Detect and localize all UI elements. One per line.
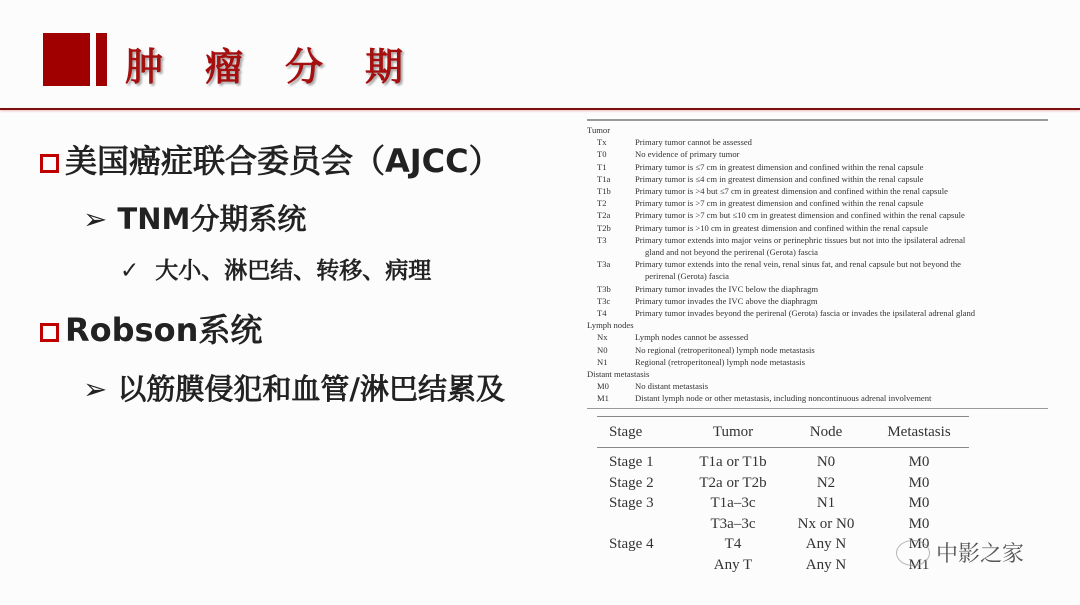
code-cell: N0 <box>597 344 608 355</box>
description-cell: Primary tumor extends into the renal vein, renal sinus fat, and renal capsule but not beyond the <box>635 259 961 270</box>
section-title: Distant metastasis <box>587 369 650 380</box>
table-row <box>587 209 1048 221</box>
table-cell: Any T <box>713 556 753 573</box>
bullet-text: 大小、淋巴结、转移、病理 <box>155 258 432 284</box>
table-cell: M0 <box>908 515 930 532</box>
header-divider <box>0 108 1080 110</box>
code-cell: T1a <box>597 173 611 184</box>
table-row <box>587 283 1048 295</box>
column-header: Metastasis <box>887 424 951 440</box>
table-cell: Any N <box>805 556 847 573</box>
code-cell: T3c <box>597 295 611 306</box>
bullet-text: 美国癌症联合委员会（AJCC） <box>65 142 501 180</box>
table-cell: N2 <box>816 474 836 491</box>
table-cell: Stage 2 <box>609 474 654 491</box>
description-cell: Primary tumor is >7 cm but ≤10 cm in greatest dimension and confined within the renal capsule <box>635 210 965 221</box>
description-cell: Primary tumor invades the IVC above the diaphragm <box>635 295 818 306</box>
table-cell: T1a or T1b <box>699 454 767 470</box>
table-row <box>587 136 1048 148</box>
column-header: Tumor <box>712 424 754 440</box>
bullet-ajcc <box>40 136 501 182</box>
description-cell: Primary tumor extends into major veins or perinephric tissues but not into the ipsilateral adrenal <box>635 234 966 245</box>
square-bullet-icon <box>40 154 59 173</box>
description-cell: Primary tumor is ≤4 cm in greatest dimension and confined within the renal capsule <box>635 173 924 184</box>
description-cell: Primary tumor invades the IVC below the diaphragm <box>635 283 819 294</box>
section-title: Tumor <box>587 125 611 135</box>
table-cell: N1 <box>816 495 836 512</box>
table-row <box>587 295 1048 307</box>
table-cell <box>597 514 683 535</box>
description-continuation: perirenal (Gerota) fascia <box>645 271 729 282</box>
table-row <box>597 493 969 514</box>
description-cell: Lymph nodes cannot be assessed <box>635 332 749 343</box>
code-cell: Nx <box>597 332 608 343</box>
description-cell: No regional (retroperitoneal) lymph node metastasis <box>635 344 815 355</box>
description-cell: Primary tumor invades beyond the perirenal (Gerota) fascia or invades the ipsilateral adrenal gland <box>635 308 976 319</box>
bullet-text: TNM分期系统 <box>117 202 307 236</box>
bullet-robson <box>40 305 262 351</box>
arrow-bullet-icon: ➢ <box>83 202 108 236</box>
table-row <box>597 473 969 494</box>
table-cell: T4 <box>724 536 742 553</box>
table-cell: T2a or T2b <box>699 474 767 491</box>
table-cell: T1a–3c <box>710 495 756 512</box>
table-cell: Any N <box>805 536 847 553</box>
table-row <box>587 380 1048 392</box>
table-row <box>587 331 1048 343</box>
bullet-text: 以筋膜侵犯和血管/淋巴结累及 <box>117 372 506 406</box>
table-row <box>587 185 1048 197</box>
table-row <box>587 392 1048 404</box>
table-row <box>587 222 1048 234</box>
code-cell: T2a <box>597 210 611 221</box>
table-cell <box>597 555 683 576</box>
check-bullet-icon: ✓ <box>120 258 140 284</box>
tnm-definition-table <box>587 119 1048 409</box>
table-cell: T3a–3c <box>710 515 756 532</box>
code-cell: T3b <box>597 283 611 294</box>
code-cell: T3a <box>597 259 611 270</box>
table-row <box>587 197 1048 209</box>
description-cell: Regional (retroperitoneal) lymph node metastasis <box>635 356 805 367</box>
table-row <box>597 514 969 535</box>
table-cell: M0 <box>908 495 930 512</box>
code-cell: T3 <box>597 234 607 245</box>
header-decor-square <box>43 33 90 86</box>
table-row <box>597 452 969 473</box>
table-row <box>587 356 1048 368</box>
description-cell: No evidence of primary tumor <box>635 149 740 160</box>
code-cell: T1 <box>597 161 607 172</box>
code-cell: N1 <box>597 356 608 367</box>
description-cell: No distant metastasis <box>635 381 709 392</box>
bullet-factors <box>120 252 431 285</box>
code-cell: M0 <box>597 381 609 392</box>
wechat-icon <box>896 540 930 566</box>
bullet-robson-detail <box>83 367 505 408</box>
column-header: Stage <box>609 424 643 440</box>
description-cell: Primary tumor is >10 cm in greatest dimension and confined within the renal capsule <box>635 222 928 233</box>
description-continuation: gland and not beyond the perirenal (Gerota) fascia <box>645 247 818 258</box>
column-header: Node <box>809 424 843 440</box>
table-cell: Stage 1 <box>609 454 654 470</box>
description-cell: Primary tumor is >4 but ≤7 cm in greatest dimension and confined within the renal capsule <box>635 186 948 197</box>
table-row <box>587 344 1048 356</box>
square-bullet-icon <box>40 323 59 342</box>
table-cell: M1 <box>908 556 930 573</box>
table-cell: Stage 4 <box>609 536 654 553</box>
table-cell: Nx or N0 <box>797 515 855 532</box>
table-row <box>587 258 1048 270</box>
table-row <box>587 161 1048 173</box>
table-cell: M0 <box>908 474 930 491</box>
description-cell: Primary tumor cannot be assessed <box>635 137 752 148</box>
code-cell: T0 <box>597 149 607 160</box>
header-decor-bar <box>96 33 107 86</box>
description-cell: Distant lymph node or other metastasis, including noncontinuous adrenal involvement <box>635 393 932 404</box>
table-cell: M0 <box>908 536 930 553</box>
table-row <box>587 307 1048 319</box>
page-title: 肿瘤分期 <box>125 45 446 89</box>
table-cell: M0 <box>908 454 930 470</box>
code-cell: T4 <box>597 308 607 319</box>
description-cell: Primary tumor is >7 cm in greatest dimension and confined within the renal capsule <box>635 198 924 209</box>
code-cell: T2b <box>597 222 611 233</box>
table-cell: N0 <box>816 454 836 470</box>
arrow-bullet-icon: ➢ <box>83 372 108 406</box>
table-header-row <box>597 417 969 448</box>
table-row <box>587 148 1048 160</box>
watermark-text: 中影之家 <box>936 542 1025 567</box>
watermark <box>896 537 1024 568</box>
code-cell: Tx <box>597 137 607 148</box>
bullet-text: Robson系统 <box>65 311 263 349</box>
code-cell: T2 <box>597 198 607 209</box>
bullet-tnm <box>83 197 306 238</box>
table-row <box>587 234 1048 246</box>
description-cell: Primary tumor is ≤7 cm in greatest dimension and confined within the renal capsule <box>635 161 924 172</box>
code-cell: T1b <box>597 186 611 197</box>
table-cell: Stage 3 <box>609 495 654 512</box>
section-title: Lymph nodes <box>587 320 634 331</box>
table-row <box>587 173 1048 185</box>
code-cell: M1 <box>597 393 609 404</box>
